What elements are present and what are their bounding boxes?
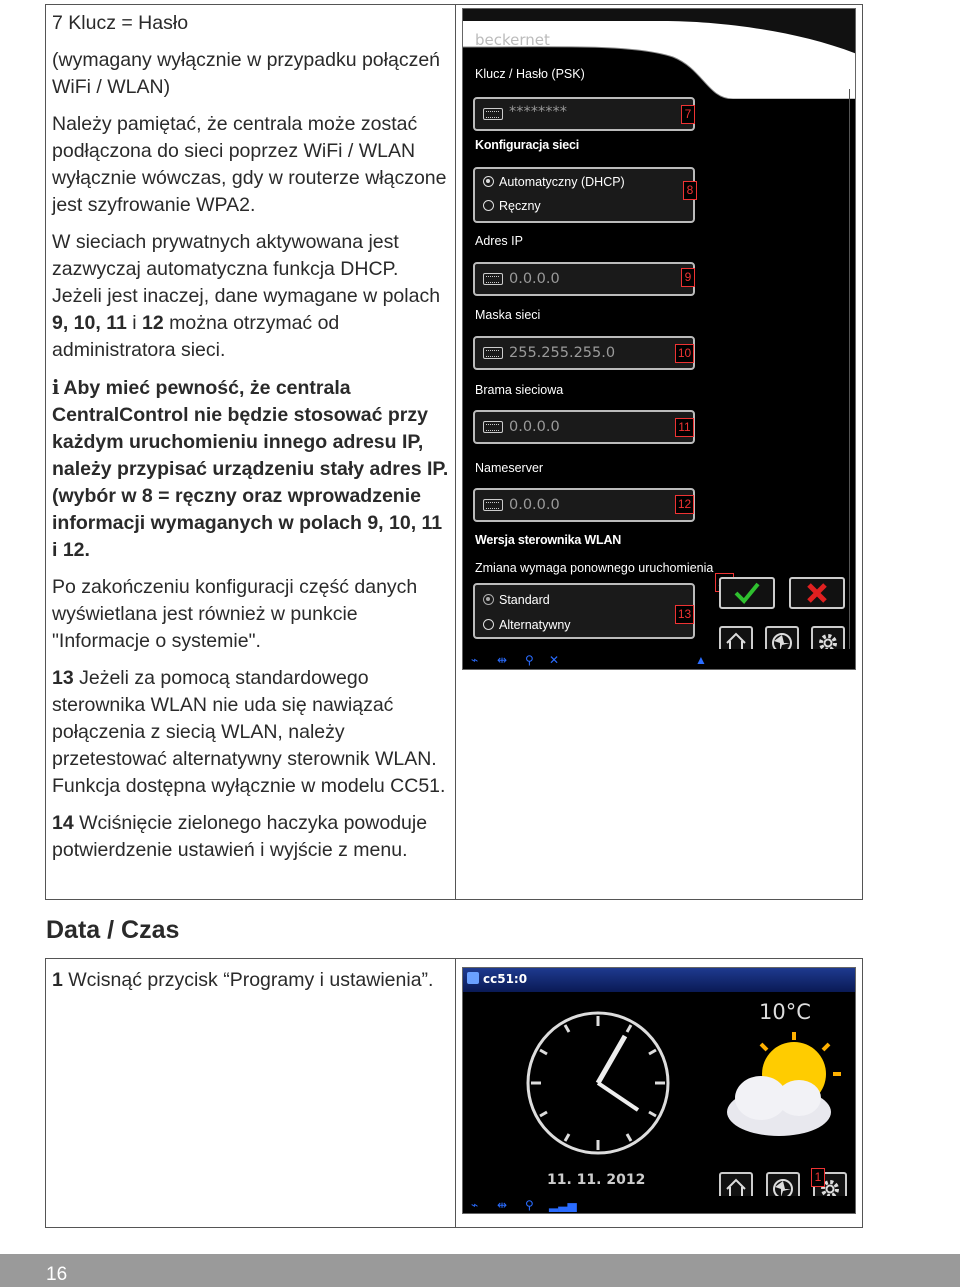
option-alternative-label: Alternatywny xyxy=(499,618,571,632)
mask-label: Maska sieci xyxy=(475,308,541,322)
tag-7: 7 xyxy=(681,105,695,124)
net-config-label: Konfiguracja sieci xyxy=(475,138,580,152)
confirm-button[interactable] xyxy=(719,577,775,609)
dhcp-text-e: można otrzymać od administratora sieci. xyxy=(52,312,340,361)
tag-1: 1 xyxy=(811,1168,825,1187)
dhcp-text-a: W sieciach prywatnych aktywowana jest zazwyczaj automatyczna funkcja DHCP. Jeżeli jest inaczej, dane wymagane w polach xyxy=(52,231,441,307)
step-1-number: 1 xyxy=(52,969,63,991)
tag-12: 12 xyxy=(675,495,694,514)
status-bar xyxy=(463,649,856,670)
driver-restart-note: Zmiana wymaga ponownego uruchomienia xyxy=(475,561,714,575)
paragraph-13-number: 13 xyxy=(52,667,74,689)
option-alternative[interactable] xyxy=(483,618,571,632)
network-settings-screen xyxy=(462,8,856,670)
step-1 xyxy=(52,967,442,994)
scroll-up-icon[interactable]: ▲ xyxy=(695,653,707,667)
psk-value: ******** xyxy=(509,104,567,120)
signal-bars-icon: ▂▃▅ xyxy=(549,1198,577,1212)
ip-label: Adres IP xyxy=(475,234,523,248)
section-title: Data / Czas xyxy=(46,916,180,944)
keyboard-icon xyxy=(483,273,503,285)
dhcp-field-12: 12 xyxy=(142,312,164,334)
radio-selected-icon xyxy=(483,594,494,605)
step-1-text: Wcisnąć przycisk “Programy i ustawienia”. xyxy=(62,969,434,991)
driver-options xyxy=(473,583,695,639)
heading-text: Klucz = Hasło xyxy=(62,12,189,34)
info-note-text: Aby mieć pewność, że centrala CentralControl nie będzie stosować przy każdym uruchomieniu innego adresu IP, należy przypisać urządzeniu stały adres IP. (wybór w 8 = ręczny oraz wprowadzenie informacji wymaganych w polach 9, 10, 11 i 12. xyxy=(52,377,449,561)
dns-value: 0.0.0.0 xyxy=(509,497,560,513)
option-manual-label: Ręczny xyxy=(499,199,541,213)
radio-selected-icon xyxy=(483,176,494,187)
app-icon xyxy=(467,972,479,984)
info-icon: i xyxy=(52,376,60,399)
lower-text-column xyxy=(52,967,442,1004)
clock-icon xyxy=(523,1008,673,1158)
net-config-options xyxy=(473,167,695,223)
scroll-track[interactable] xyxy=(849,89,850,659)
tag-13: 13 xyxy=(675,605,694,624)
cancel-button[interactable] xyxy=(789,577,845,609)
weather-sun-cloud-icon xyxy=(719,1032,849,1142)
paragraph-13 xyxy=(52,665,452,800)
dhcp-paragraph xyxy=(52,229,452,364)
sysinfo-paragraph: Po zakończeniu konfiguracji część danych wyświetlana jest również w punkcie "Informacje o systemie". xyxy=(52,576,418,652)
option-standard-label: Standard xyxy=(499,593,550,607)
radio-signal-icon: ⚲ xyxy=(525,653,534,667)
tag-9: 9 xyxy=(681,268,695,287)
dns-field[interactable] xyxy=(473,488,695,522)
dhcp-fields: 9, 10, 11 xyxy=(52,312,127,334)
home-header xyxy=(463,968,856,992)
date: 11. 11. 2012 xyxy=(547,1172,646,1188)
temperature: 10°C xyxy=(759,1000,811,1024)
mask-value: 255.255.255.0 xyxy=(509,345,616,361)
header-curve xyxy=(463,9,856,104)
gateway-label: Brama sieciowa xyxy=(475,383,564,397)
keyboard-icon xyxy=(483,499,503,511)
upper-text-column xyxy=(52,10,452,874)
psk-label: Klucz / Hasło (PSK) xyxy=(475,67,585,81)
screen-title: beckernet xyxy=(475,31,550,49)
option-standard[interactable] xyxy=(483,593,550,607)
wifi-note: (wymagany wyłącznie w przypadku połączeń WiFi / WLAN) xyxy=(52,49,441,98)
radio-empty-icon xyxy=(483,619,494,630)
link-icon: ⇹ xyxy=(497,653,508,667)
link-icon: ⇹ xyxy=(497,1198,508,1212)
checkmark-icon xyxy=(733,581,761,605)
gateway-value: 0.0.0.0 xyxy=(509,419,560,435)
home-title: cc51:0 xyxy=(483,972,528,986)
tag-10: 10 xyxy=(675,344,694,363)
radio-empty-icon xyxy=(483,200,494,211)
keyboard-icon xyxy=(483,347,503,359)
dns-label: Nameserver xyxy=(475,461,544,475)
gateway-field[interactable] xyxy=(473,410,695,444)
psk-field[interactable] xyxy=(473,97,695,131)
keyboard-icon xyxy=(483,421,503,433)
screen-header xyxy=(463,9,856,99)
ip-value: 0.0.0.0 xyxy=(509,271,560,287)
mask-field[interactable] xyxy=(473,336,695,370)
ip-field[interactable] xyxy=(473,262,695,296)
network-icon: ✕ xyxy=(549,653,560,667)
info-note xyxy=(52,374,452,564)
status-bar xyxy=(463,1196,856,1214)
paragraph-14-number: 14 xyxy=(52,812,74,834)
close-icon xyxy=(805,581,829,605)
paragraph-14 xyxy=(52,810,452,864)
dhcp-text-c: i xyxy=(126,312,142,334)
home-screen xyxy=(462,967,856,1214)
wpa2-paragraph: Należy pamiętać, że centrala może zostać podłączona do sieci poprzez WiFi / WLAN wyłącznie wówczas, gdy w routerze włączone jest szyfrowanie WPA2. xyxy=(52,113,447,216)
heading-7 xyxy=(52,10,452,37)
page-number: 16 xyxy=(46,1264,68,1285)
driver-label: Wersja sterownika WLAN xyxy=(475,533,622,547)
paragraph-13-text: Jeżeli za pomocą standardowego sterownika WLAN nie uda się nawiązać połączenia z siecią WLAN, należy przetestować alternatywny sterownik WLAN. Funkcja dostępna wyłącznie w modelu CC51. xyxy=(52,667,446,797)
antenna-icon: ⌁ xyxy=(471,653,479,667)
keyboard-icon xyxy=(483,108,503,120)
tag-11: 11 xyxy=(675,418,694,437)
paragraph-14-text: Wciśnięcie zielonego haczyka powoduje potwierdzenie ustawień i wyjście z menu. xyxy=(52,812,428,861)
tag-8: 8 xyxy=(683,181,697,200)
radio-signal-icon: ⚲ xyxy=(525,1198,534,1212)
option-auto-label: Automatyczny (DHCP) xyxy=(499,175,625,189)
option-auto-dhcp[interactable] xyxy=(483,175,625,189)
heading-number: 7 xyxy=(52,12,63,34)
page-footer xyxy=(0,1254,960,1287)
antenna-icon: ⌁ xyxy=(471,1198,479,1212)
option-manual[interactable] xyxy=(483,199,541,213)
